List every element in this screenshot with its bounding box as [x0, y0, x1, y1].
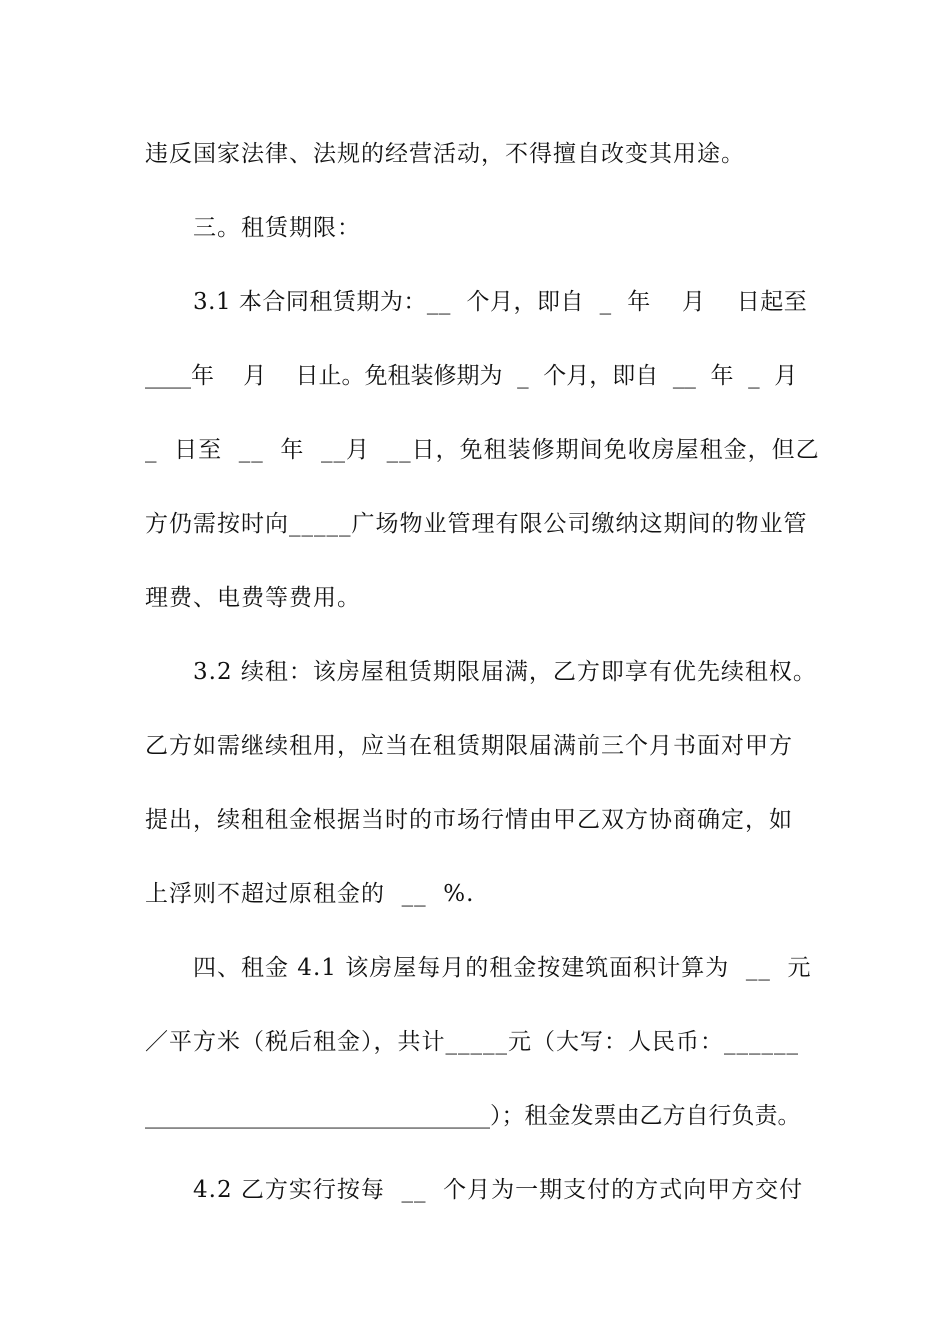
text-line-3: 3.1 本合同租赁期为：__ 个月，即自 _ 年 月 日起至: [193, 289, 808, 315]
text-line-13: ／平方米（税后租金），共计_____元（大写：人民币：______: [145, 1029, 799, 1055]
text-line-1: 违反国家法律、法规的经营活动，不得擅自改变其用途。: [145, 141, 745, 167]
text-line-11: 上浮则不超过原租金的 __ %.: [145, 881, 475, 907]
text-line-9: 乙方如需继续租用，应当在租赁期限届满前三个月书面对甲方: [145, 733, 793, 759]
section-heading-rent: 四、租金 4.1 该房屋每月的租金按建筑面积计算为 __ 元: [193, 955, 812, 981]
section-heading-lease-term: 三。租赁期限：: [193, 215, 361, 241]
text-line-10: 提出，续租租金根据当时的市场行情由甲乙双方协商确定，如: [145, 807, 793, 833]
text-line-8: 3.2 续租：该房屋租赁期限届满，乙方即享有优先续租权。: [193, 659, 817, 685]
text-line-14: ______________________________）；租金发票由乙方自行负责。: [145, 1103, 801, 1129]
text-line-15: 4.2 乙方实行按每 __ 个月为一期支付的方式向甲方交付: [193, 1177, 804, 1203]
text-line-7: 理费、电费等费用。: [145, 585, 361, 611]
text-line-5: _ 日至 __ 年 __月 __日，免租装修期间免收房屋租金，但乙: [145, 437, 820, 463]
text-line-4: ____年 月 日止。免租装修期为 _ 个月，即自 __ 年 _ 月: [145, 363, 798, 389]
text-line-6: 方仍需按时向_____广场物业管理有限公司缴纳这期间的物业管: [145, 511, 808, 537]
